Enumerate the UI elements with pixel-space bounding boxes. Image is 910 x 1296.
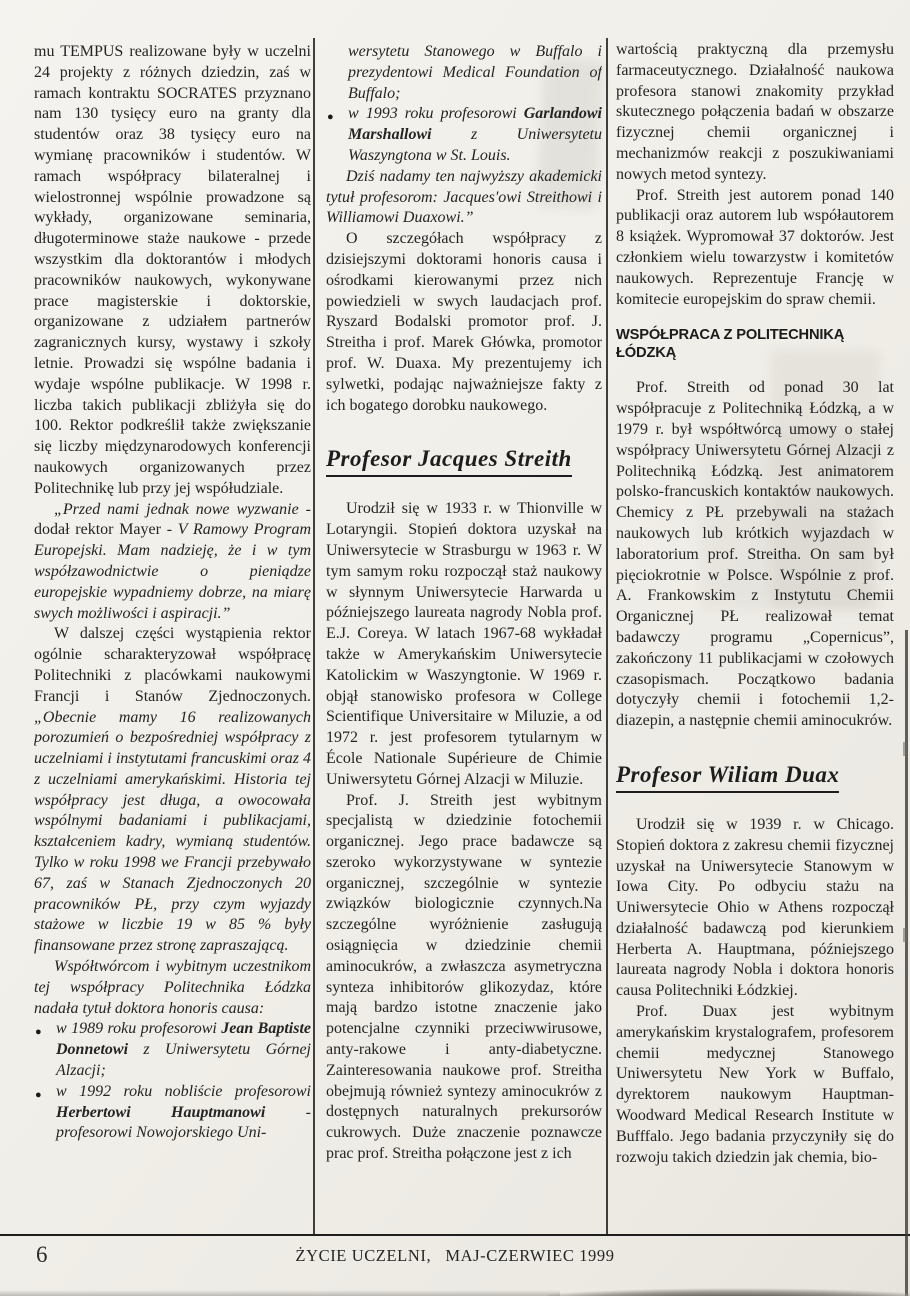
paragraph — [34, 624, 311, 957]
paragraph — [34, 42, 311, 500]
text-segment: Prof. Streith od ponad 30 lat współpracuje z Politechniką Łódzką, a w 1979 r. był współtwórcą umowy o stałej współpracy Uniwersytetu Górnej Alzacji z Politechniką Łódzką. Jest animatorem polsko-francuskich kontaktów naukowych. Chemicy z PŁ przebywali na stażach naukowych lub krótkich wyjazdach w laboratorium prof. Streitha. On sam był pięciokrotnie w Polsce. Wspólnie z prof. A. Frankowskim z Instytutu Chemii Organicznej PŁ realizował temat badawczy programu „Copernicus”, zakończony 11 publikacjami w czołowych czasopismach. Początkowo badania dotyczyły chemii i fotochemii 1,2-diazepin, a następnie chemii aminocukrów. — [616, 379, 894, 730]
text-segment: z Uniwersytetu Górnej Alzacji; — [56, 1041, 311, 1080]
column-divider — [313, 38, 315, 1234]
scan-edge-mark — [903, 928, 907, 942]
paragraph — [326, 791, 602, 1165]
paragraph — [326, 499, 602, 790]
bullet-item — [326, 104, 602, 166]
text-segment: wersytetu Stanowego w Buffalo i prezydentowi Medical Foundation of Buffalo; — [348, 43, 602, 102]
bullet-item — [34, 1082, 311, 1144]
scan-edge-line — [905, 630, 908, 1296]
text-segment: Prof. J. Streith jest wybitnym specjalistą w dziedzinie fotochemii organicznej. Jego prace badawcze są szeroko wykorzystywane w syntezie organicznej, szczególnie w syntezie związków biologicznie czynnych.Na szczególne wyróżnienie zasługują osiągnięcia w dziedzinie chemii aminocukrów, a zwłaszcza asymetryczna synteza inhibitorów glikozydaz, które mają bardzo istotne znaczenie jako potencjalne czynniki przeciwwirusowe, anty-rakowe i anty-diabetyczne. Zainteresowania naukowe prof. Streitha obejmują również syntezy aminocukrów z dostępnych naturalnych prekursorów cukrowych. Duże znaczenie poznawcze prac prof. Streitha połączone jest z ich — [326, 791, 602, 1163]
text-segment: O szczegółach współpracy z dzisiejszymi doktorami honoris causa i ośrodkami kierowanymi przez nich powiedzieli w swych laudacjach prof. Ryszard Bodalski promotor prof. J. Streitha i prof. Marek Główka, promotor prof. W. Duaxa. My prezentujemy ich sylwetki, podając najważniejsze fakty z ich bogatego dorobku naukowego. — [326, 230, 602, 414]
scan-edge-mark — [903, 742, 907, 756]
text-segment: w 1989 roku profesorowi — [56, 1020, 222, 1038]
text-segment: „Przed nami jednak nowe wyzwanie — [54, 500, 299, 518]
text-segment: Współtwórcom i wybitnym uczestnikom tej współpracy Politechnika Łódzka nadała tytuł doktora honoris causa: — [34, 958, 311, 1017]
text-segment: mu TEMPUS realizowane były w uczelni 24 projekty z różnych dziedzin, zaś w ramach kontraktu SOCRATES przyznano nam 130 tysięcy euro na granty dla studentów oraz 38 tysięcy euro na wymianę pracowników i studentów. W ramach współpracy bilateralnej i wielostronnej wspólnie prowadzone są wykłady, organizowane seminaria, długoterminowe staże naukowe - przede wszystkim dla doktorantów i młodych pracowników naukowych, wykonywane prace magisterskie i doktorskie, organizowane z udziałem partnerów zagranicznych kursy, wystawy i szkoły letnie. Prowadzi się wspólne badania i wydaje wspólne publikacje. W 1998 r. liczba takich publikacji zbliżyła się do 100. Rektor podkreślił także zwiększanie się liczby międzynarodowych konferencji naukowych organizowanych przez Politechnikę lub przy jej współudziale. — [34, 43, 311, 497]
paragraph — [616, 815, 894, 1002]
text-segment: Prof. Streith jest autorem ponad 140 publikacji oraz autorem lub współautorem 8 książek. Wypromował 37 doktorów. Jest członkiem wielu towarzystw i komitetów naukowych. Reprezentuje Francję w komitecie europejskim do spraw chemii. — [616, 186, 894, 308]
section-heading: Profesor Wiliam Duax — [616, 762, 839, 793]
text-column-2 — [326, 42, 602, 1230]
scan-bottom-shadow — [548, 1284, 910, 1296]
paragraph — [34, 957, 311, 1019]
text-segment: „Obecnie mamy 16 realizowanych porozumień o bezpośredniej współpracy z uczelniami i instytutami francuskimi oraz 4 z uczelniami amerykańskimi. Historia tej współpracy jest długa, a owocowała wspólnymi badaniami i publikacjami, kształceniem kadry, wymianą studentów. Tylko w roku 1998 we Francji przebywało 67, zaś w Stanach Zjednoczonych 20 pracowników PŁ, przy czym wyjazdy stażowe w liczbie 19 w 85 % były finansowane przez stronę zapraszającą. — [34, 708, 311, 955]
page-number: 6 — [36, 1242, 48, 1267]
text-segment: V Ramowy Program Europejski. Mam nadzieję, że i w tym współzawodnictwie o pieniądze europejskie wypadniemy dobrze, na miarę swych możliwości i aspiracji.” — [34, 521, 311, 622]
paragraph — [326, 229, 602, 416]
text-segment: - profesorowi Nowojorskiego Uni- — [56, 1103, 311, 1142]
text-column-3 — [616, 40, 894, 1230]
text-segment: Herbertowi Hauptmanowi — [56, 1103, 266, 1121]
paragraph — [616, 186, 894, 311]
section-heading: Profesor Jacques Streith — [326, 446, 572, 477]
paragraph — [616, 1002, 894, 1168]
bullet-item — [34, 1019, 311, 1081]
scan-bottom-shadow — [0, 1290, 560, 1296]
text-segment: Urodził się w 1933 r. w Thionville w Lotaryngii. Stopień doktora uzyskał na Uniwersytecie w Strasburgu w 1963 r. W tym samym roku rozpoczął staż naukowy w słynnym Uniwersytecie Harwarda u późniejszego laureata nagrody Nobla prof. E.J. Coreya. W latach 1967-68 wykładał także w Amerykańskim Uniwersytecie Katolickim w Waszyngtonie. W 1969 r. objął stanowisko profesora w College Scientifique Universitaire w Miluzie, a od 1972 r. jest profesorem tytularnym w École Nationale Supérieure de Chimie Uniwersytetu Górnej Alzacji w Miluzie. — [326, 500, 602, 788]
text-segment: Urodził się w 1939 r. w Chicago. Stopień doktora z zakresu chemii fizycznej uzyskał na Uniwersytecie Stanowym w Iowa City. Po odbyciu stażu na Uniwersytecie Ohio w Athens rozpoczął działalność badawczą pod kierunkiem Herberta A. Hauptmana, późniejszego laureata nagrody Nobla i doktora honoris causa Politechniki Łódzkiej. — [616, 815, 894, 1000]
text-segment: Jean Baptiste Donnetowi — [56, 1020, 311, 1059]
text-segment: Prof. Duax jest wybitnym amerykańskim krystalografem, profesorem chemii medycznej Stanowego Uniwersytetu New York w Buffalo, dyrektorem naukowym Hauptman-Woodward Medical Research Institute w Bufffalo. Jego badania przyczyniły się do rozwoju takich dziedzin jak chemia, bio- — [616, 1003, 894, 1166]
paragraph — [616, 378, 894, 732]
text-segment: w 1992 roku nobliście profesorowi — [56, 1082, 311, 1100]
text-segment: z Uniwersytetu Waszyngtona w St. Louis. — [348, 126, 602, 164]
text-segment: w 1993 roku profesorowi — [348, 105, 524, 123]
text-segment: - dodał rektor Mayer - — [34, 500, 311, 539]
footer-rule — [0, 1234, 910, 1236]
text-segment: Dziś nadamy ten najwyższy akademicki tytuł profesorom: Jacques'owi Streithowi i Williamowi Duaxowi.” — [326, 167, 602, 227]
bullet-icon: ● — [35, 1088, 42, 1101]
bullet-icon: ● — [327, 111, 334, 124]
paragraph — [34, 500, 311, 625]
bullet-icon: ● — [35, 1026, 42, 1039]
section-heading: WSPÓŁPRACA Z POLITECHNIKĄ ŁÓDZKĄ — [616, 326, 845, 362]
footer-issue-title: ŻYCIE UCZELNI, MAJ-CZERWIEC 1999 — [295, 1246, 615, 1265]
text-column-1 — [34, 42, 311, 1230]
text-segment: W dalszej części wystąpienia rektor ogólnie scharakteryzował współpracę Politechniki z placówkami naukowymi Francji i Stanów Zjednoczonych. — [34, 625, 311, 705]
paragraph — [616, 40, 894, 186]
paragraph — [326, 167, 602, 229]
paragraph — [326, 42, 602, 104]
text-segment: Garlandowi Marshallowi — [348, 105, 602, 144]
text-segment: wartością praktyczną dla przemysłu farmaceutycznego. Działalność naukowa profesora stanowi znakomity przykład skutecznego połączenia badań w obszarze fizycznej chemii organicznej i mechanizmów reakcji z poszukiwaniami nowych metod syntezy. — [616, 41, 894, 183]
column-divider — [606, 38, 608, 1234]
